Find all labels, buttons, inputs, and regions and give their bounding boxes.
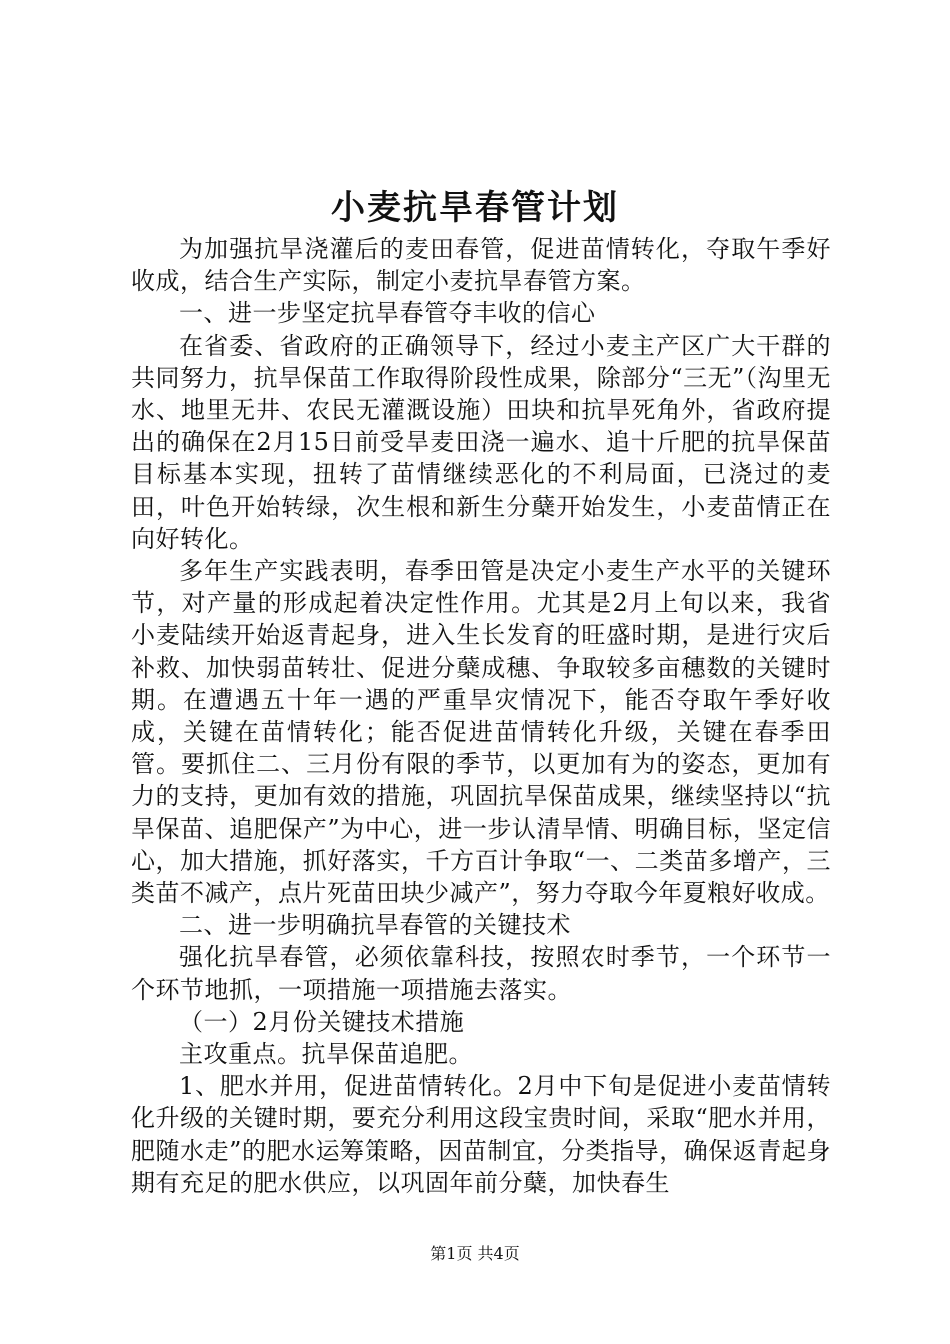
- section-heading-2: 二、进一步明确抗旱春管的关键技术: [179, 911, 571, 940]
- document-title: 小麦抗旱春管计划: [331, 188, 619, 228]
- section-heading-1: 一、进一步坚定抗旱春管夺丰收的信心: [179, 299, 596, 328]
- body-paragraph: 强化抗旱春管，必须依靠科技，按照农时季节，一个环节一个环节地抓，一项措施一项措施去落实。: [131, 943, 831, 1004]
- body-paragraph: 在省委、省政府的正确领导下，经过小麦主产区广大干群的共同努力，抗旱保苗工作取得阶段性成果，除部分“三无”（沟里无水、地里无井、农民无灌溉设施）田块和抗旱死角外，省政府提出的确保在2月15日前受旱麦田浇一遍水、追十斤肥的抗旱保苗目标基本实现，扭转了苗情继续恶化的不利局面，已浇过的麦田，叶色开始转绿，次生根和新生分蘖开始发生，小麦苗情正在向好转化。: [131, 331, 831, 553]
- body-paragraph: 主攻重点。抗旱保苗追肥。: [179, 1040, 473, 1069]
- document-body: [131, 233, 831, 1199]
- intro-paragraph: 为加强抗旱浇灌后的麦田春管，促进苗情转化，夺取午季好收成，结合生产实际，制定小麦抗旱春管方案。: [131, 235, 831, 296]
- body-paragraph: 多年生产实践表明，春季田管是决定小麦生产水平的关键环节，对产量的形成起着决定性作用。尤其是2月上旬以来，我省小麦陆续开始返青起身，进入生长发育的旺盛时期，是进行灾后补救、加快弱苗转壮、促进分蘖成穗、争取较多亩穗数的关键时期。在遭遇五十年一遇的严重旱灾情况下，能否夺取午季好收成，关键在苗情转化；能否促进苗情转化升级，关键在春季田管。要抓住二、三月份有限的季节，以更加有为的姿态，更加有力的支持，更加有效的措施，巩固抗旱保苗成果，继续坚持以“抗旱保苗、追肥保产”为中心，进一步认清旱情、明确目标，坚定信心，加大措施，抓好落实，千方百计争取“一、二类苗多增产，三类苗不减产，点片死苗田块少减产”，努力夺取今年夏粮好收成。: [131, 557, 831, 908]
- page-footer: 第1页 共4页: [430, 1244, 520, 1263]
- body-paragraph: 1、肥水并用，促进苗情转化。2月中下旬是促进小麦苗情转化升级的关键时期，要充分利用这段宝贵时间，采取“肥水并用，肥随水走”的肥水运筹策略，因苗制宜，分类指导，确保返青起身期有充足的肥水供应，以巩固年前分蘖，加快春生: [131, 1072, 831, 1197]
- subsection-heading: （一）2月份关键技术措施: [179, 1007, 465, 1036]
